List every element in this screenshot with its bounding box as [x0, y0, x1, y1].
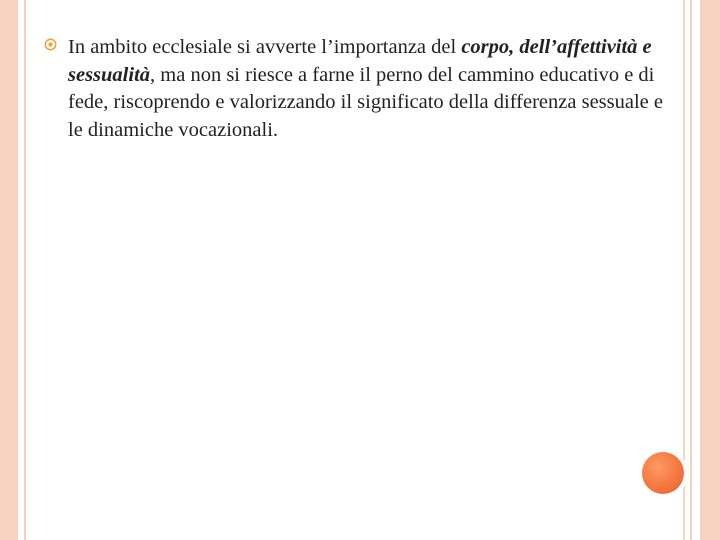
- decorative-orb-icon: [642, 452, 684, 494]
- left-border-line: [24, 0, 26, 540]
- bullet-paragraph: [68, 34, 668, 144]
- paragraph-emphasis: corpo, dell’affettività e sessualità: [68, 36, 652, 86]
- right-border: [700, 0, 720, 540]
- sun-bullet-icon: [44, 38, 57, 51]
- paragraph-text-after: , ma non si riesce a farne il perno del cammino educativo e di fede, riscoprendo e valorizzando il significato della differenza sessuale e le dinamiche vocazionali.: [68, 63, 664, 141]
- paragraph-text-before: In ambito ecclesiale si avverte l’importanza del: [68, 36, 462, 58]
- left-border: [0, 0, 18, 540]
- right-border-line: [690, 0, 692, 540]
